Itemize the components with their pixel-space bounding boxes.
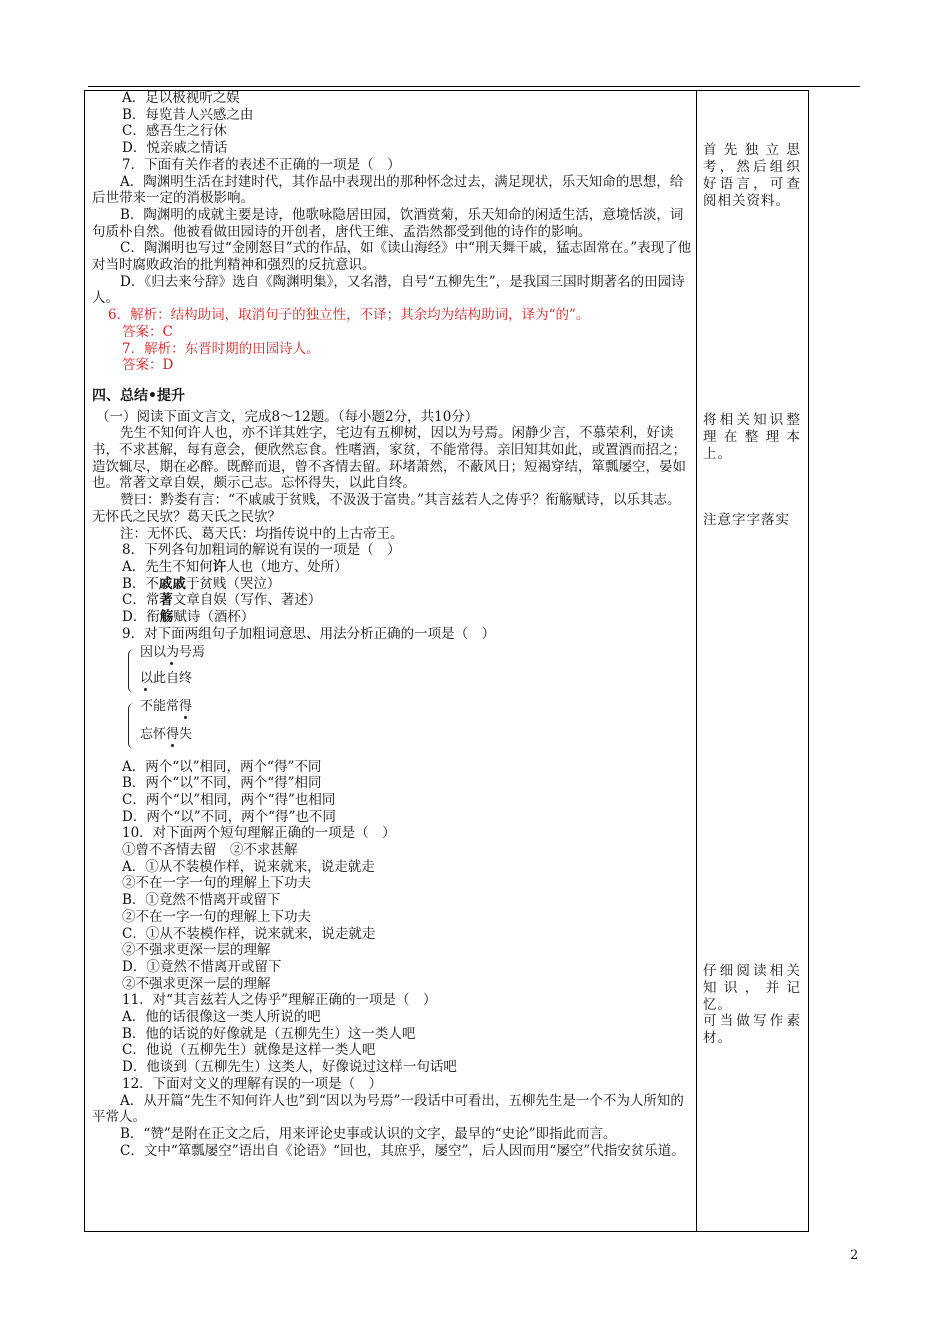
question-8-stem: 8．下列各句加粗词的解说有误的一项是（ ） xyxy=(122,542,401,559)
question-8-option-d: D．衔觞赋诗（酒杯） xyxy=(122,609,255,626)
question-9-stem: 9．对下面两组句子加粗词意思、用法分析正确的一项是（ ） xyxy=(122,625,496,642)
group-1-sentence-1: 因以为号焉 xyxy=(140,644,206,660)
question-7-option-a: A．陶渊明生活在封建时代，其作品中表现出的那种怀念过去，满足现状，乐天知命的思想，给后世带来一定的消极影响。 xyxy=(92,173,684,207)
question-12-option-b: B．“赞”是附在正文之后，用来评论史事或认识的文字，最早的“史论”即指此而言。 xyxy=(120,1125,617,1142)
question-11-option-d: D．他谈到（五柳先生）这类人，好像说过这样一句话吧 xyxy=(122,1059,457,1076)
option-item: D．悦亲戚之情话 xyxy=(122,140,228,157)
question-7-option-b: B．陶渊明的成就主要是诗，他歌咏隐居田园，饮酒赏菊，乐天知命的闲适生活，意境恬淡，词句质朴自然。他被看做田园诗的开创者，唐代王维、孟浩然都受到他的诗作的影响。 xyxy=(92,206,684,240)
group-2-sentence-1: 不能常得 xyxy=(140,698,193,714)
page-number: 2 xyxy=(850,1248,859,1263)
question-7-option-c: C．陶渊明也写过“金刚怒目”式的作品，如《读山海经》中“刑天舞干戚，猛志固常在。”表现了他对当时腐败政治的批判精神和强烈的反抗意识。 xyxy=(92,240,692,274)
answer-6-key: 答案：C xyxy=(122,323,173,340)
question-11-option-b: B．他的话说的好像就是（五柳先生）这一类人吧 xyxy=(122,1025,416,1042)
question-12-stem: 12．下面对文义的理解有误的一项是（ ） xyxy=(122,1075,383,1092)
question-9-option-c: C．两个“以”相同，两个“得”也相同 xyxy=(122,791,336,808)
question-10-option-a-2: ②不在一字一句的理解上下功夫 xyxy=(122,875,311,892)
question-10-option-c-2: ②不强求更深一层的理解 xyxy=(122,942,271,959)
question-12-option-a: A．从开篇“先生不知何许人也”到“因以为号焉”一段话中可看出，五柳先生是一个不为人所知的平常人。 xyxy=(92,1092,684,1126)
main-column xyxy=(92,90,692,1230)
question-8-option-c: C．常著文章自娱（写作、著述） xyxy=(122,592,322,609)
question-10-sentences: ①曾不吝情去留 ②不求甚解 xyxy=(122,842,298,859)
section-title: 四、总结•提升 xyxy=(92,387,185,404)
question-10-option-d-2: ②不强求更深一层的理解 xyxy=(122,975,271,992)
question-10-option-c-1: C．①从不装模作样，说来就来，说走就走 xyxy=(122,925,376,942)
option-item: C．感吾生之行休 xyxy=(122,123,227,140)
side-note-2: 将相关知识整理在整理本上。 xyxy=(703,412,801,462)
answer-7-key: 答案：D xyxy=(122,357,174,374)
question-9-sentence-groups xyxy=(128,645,692,757)
emphasis-dot-icon xyxy=(144,688,147,691)
question-11-option-a: A．他的话很像这一类人所说的吧 xyxy=(122,1009,321,1026)
side-note-1: 首先独立思考，然后组织好语言，可查阅相关资料。 xyxy=(703,142,801,209)
question-7-stem: 7．下面有关作者的表述不正确的一项是（ ） xyxy=(122,156,401,173)
question-7-option-d: D．《归去来兮辞》选自《陶渊明集》，又名潜，自号“五柳先生”，是我国三国时期著名的田园诗人。 xyxy=(92,273,685,307)
passage-paragraph-2: 赞曰：黔娄有言：“不戚戚于贫贱，不汲汲于富贵。”其言兹若人之俦乎？衔觞赋诗，以乐其志。无怀氏之民欤？葛天氏之民欤？ xyxy=(92,492,681,525)
question-9-option-b: B．两个“以”不同，两个“得”相同 xyxy=(122,775,322,792)
question-11-stem: 11．对“其言兹若人之俦乎”理解正确的一项是（ ） xyxy=(122,992,437,1009)
question-10-stem: 10．对下面两个短句理解正确的一项是（ ） xyxy=(122,825,396,842)
question-8-option-b: B．不戚戚于贫贱（哭泣） xyxy=(122,575,281,592)
answer-6-analysis: 6．解析：结构助词，取消句子的独立性，不译；其余均为结构助词，译为“的”。 xyxy=(108,307,590,324)
brace-icon xyxy=(128,649,137,693)
question-10-option-b-2: ②不在一字一句的理解上下功夫 xyxy=(122,908,311,925)
question-10-option-a-1: A．①从不装模作样，说来就来，说走就走 xyxy=(122,858,375,875)
passage-intro: （一）阅读下面文言文，完成8～12题。（每小题2分，共10分） xyxy=(96,408,479,425)
question-8-option-a: A．先生不知何许人也（地方、处所） xyxy=(122,558,348,575)
emphasis-dot-icon xyxy=(170,662,173,665)
group-2-sentence-2: 忘怀得失 xyxy=(140,726,193,742)
side-note-4: 仔细阅读相关知识，并记忆。 xyxy=(703,963,801,1013)
column-divider xyxy=(696,90,697,1232)
passage-note: 注：无怀氏、葛天氏：均指传说中的上古帝王。 xyxy=(120,525,404,542)
question-12-option-c: C．文中“箪瓢屡空”语出自《论语》“回也，其庶乎，屡空”，后人因而用“屡空”代指安贫乐道。 xyxy=(120,1142,685,1159)
side-note-5: 可当做写作素材。 xyxy=(703,1013,801,1046)
side-note-3: 注意字字落实 xyxy=(703,512,790,528)
emphasis-dot-icon xyxy=(184,716,187,719)
emphasis-dot-icon xyxy=(171,744,174,747)
question-9-option-d: D．两个“以”不同，两个“得”也不同 xyxy=(122,808,336,825)
answer-7-analysis: 7．解析：东晋时期的田园诗人。 xyxy=(122,340,320,357)
option-item: A．足以极视听之娱 xyxy=(122,90,240,106)
question-10-option-d-1: D．①竟然不惜离开或留下 xyxy=(122,958,282,975)
question-11-option-c: C．他说（五柳先生）就像是这样一类人吧 xyxy=(122,1042,376,1059)
question-9-option-a: A．两个“以”相同，两个“得”不同 xyxy=(122,758,322,775)
option-item: B．每览昔人兴感之由 xyxy=(122,106,254,123)
passage-paragraph-1: 先生不知何许人也，亦不详其姓字，宅边有五柳树，因以为号焉。闲静少言，不慕荣利，好读书，不求甚解，每有意会，便欣然忘食。性嗜酒，家贫，不能常得。亲旧知其如此，或置酒而招之；造饮辄尽，期在必醉。既醉而退，曾不吝情去留。环堵萧然，不蔽风日；短褐穿结，箪瓢屡空，晏如也。常著文章自娱，颇示己志。忘怀得失，以此自终。 xyxy=(92,425,686,492)
question-10-option-b-1: B．①竟然不惜离开或留下 xyxy=(122,892,281,909)
group-1-sentence-2: 以此自终 xyxy=(140,670,193,686)
header-rule xyxy=(88,86,860,87)
brace-icon xyxy=(128,703,137,749)
